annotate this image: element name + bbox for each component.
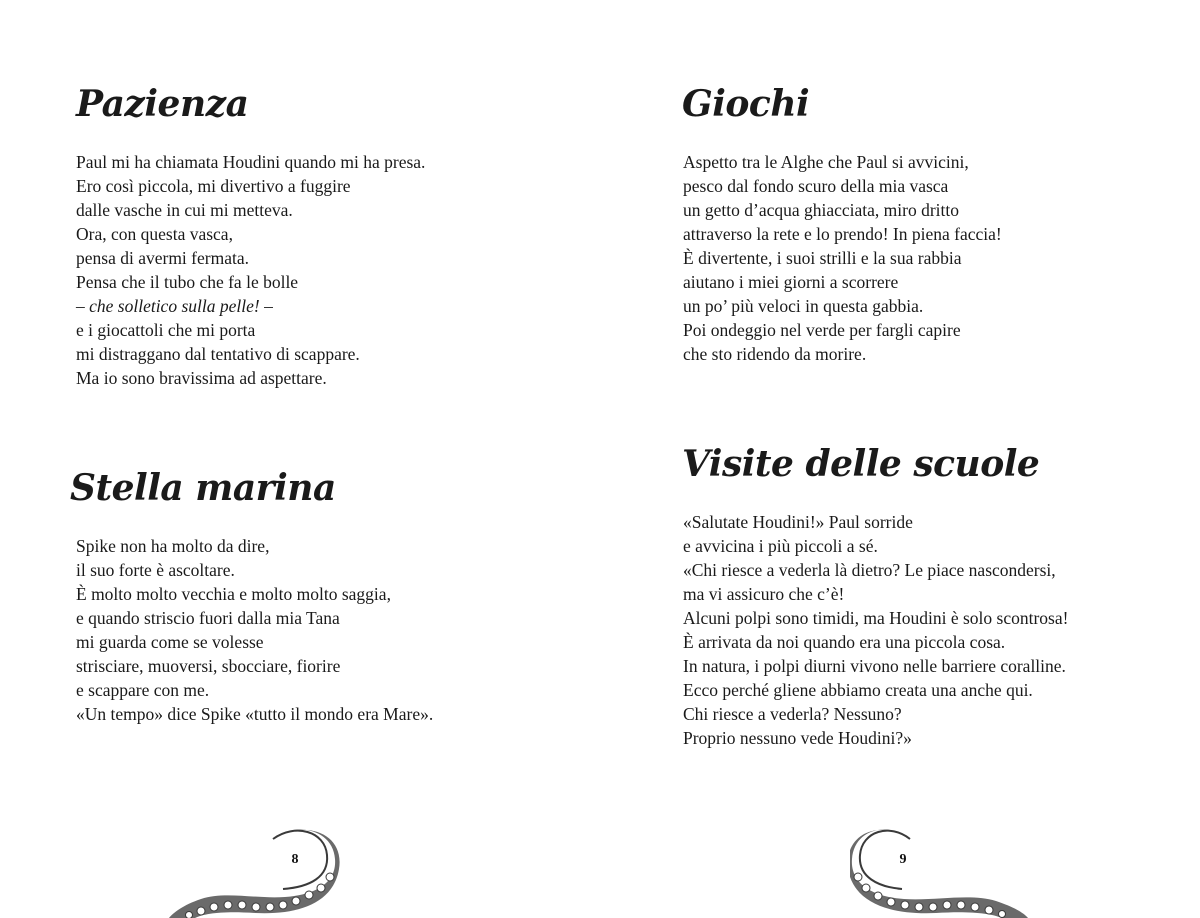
poem-line: dalle vasche in cui mi metteva. [76, 200, 293, 220]
poem-line: e i giocattoli che mi porta [76, 320, 256, 340]
poem-line: È arrivata da noi quando era una piccola cosa. [683, 632, 1006, 652]
poem-line: Aspetto tra le Alghe che Paul si avvicini, [683, 152, 969, 172]
poem-line: e avvicina i più piccoli a sé. [683, 536, 878, 556]
poem-line: strisciare, muoversi, sbocciare, fiorire [76, 656, 341, 676]
poem-line: È divertente, i suoi strilli e la sua rabbia [683, 248, 962, 268]
poem-line: e quando striscio fuori dalla mia Tana [76, 608, 340, 628]
poem-line: attraverso la rete e lo prendo! In piena faccia! [683, 224, 1002, 244]
poem-line: È molto molto vecchia e molto molto saggia, [76, 584, 391, 604]
poem-line: che sto ridendo da morire. [683, 344, 867, 364]
poem-line: Ma io sono bravissima ad aspettare. [76, 368, 327, 388]
poem-line: Proprio nessuno vede Houdini?» [683, 728, 912, 748]
page-number: 9 [899, 852, 907, 867]
poem-title: Stella marina [70, 467, 336, 509]
poem-line: ma vi assicuro che c’è! [683, 584, 845, 604]
poem-line: mi distraggano dal tentativo di scappare. [76, 344, 360, 364]
poem-giochi [682, 83, 1002, 366]
poem-line: Chi riesce a vederla? Nessuno? [683, 704, 902, 724]
poem-stella-marina [70, 467, 434, 726]
poem-body [76, 150, 425, 390]
poem-line: pesco dal fondo scuro della mia vasca [683, 176, 949, 196]
poem-body [70, 534, 433, 726]
poem-line: Ora, con questa vasca, [76, 224, 233, 244]
poem-line: Pensa che il tubo che fa le bolle [76, 272, 299, 292]
tentacle-icon [850, 825, 1040, 918]
poem-line: «Salutate Houdini!» Paul sorride [683, 512, 913, 532]
poem-line: il suo forte è ascoltare. [76, 560, 235, 580]
poem-line: pensa di avermi fermata. [76, 248, 249, 268]
poem-title: Pazienza [76, 83, 249, 125]
poem-line: e scappare con me. [76, 680, 210, 700]
poem-line: aiutano i miei giorni a scorrere [683, 272, 899, 292]
right-page [600, 0, 1200, 918]
poem-line: «Un tempo» dice Spike «tutto il mondo era Mare». [76, 704, 434, 724]
poem-line: In natura, i polpi diurni vivono nelle barriere coralline. [683, 656, 1066, 676]
poem-line: Poi ondeggio nel verde per fargli capire [683, 320, 961, 340]
poem-title: Giochi [682, 83, 810, 125]
poem-pazienza [76, 83, 426, 390]
poem-line: un po’ più veloci in questa gabbia. [683, 296, 924, 316]
poem-visite-delle-scuole [682, 443, 1069, 750]
poem-line: Alcuni polpi sono timidi, ma Houdini è solo scontrosa! [683, 608, 1069, 628]
poem-line: Paul mi ha chiamata Houdini quando mi ha presa. [76, 152, 426, 172]
poem-body [682, 510, 1068, 750]
poem-line: «Chi riesce a vederla là dietro? Le piace nascondersi, [683, 560, 1056, 580]
poem-line: Ecco perché gliene abbiamo creata una anche qui. [683, 680, 1033, 700]
poem-line: un getto d’acqua ghiacciata, miro dritto [683, 200, 960, 220]
poem-body [682, 150, 1002, 366]
poem-title: Visite delle scuole [682, 443, 1040, 485]
poem-line: Spike non ha molto da dire, [76, 536, 270, 556]
poem-line: Ero così piccola, mi divertivo a fuggire [76, 176, 351, 196]
page-number: 8 [291, 852, 299, 867]
poem-line: mi guarda come se volesse [76, 632, 264, 652]
poem-line: – che solletico sulla pelle! – [76, 296, 273, 316]
tentacle-icon [155, 825, 345, 918]
